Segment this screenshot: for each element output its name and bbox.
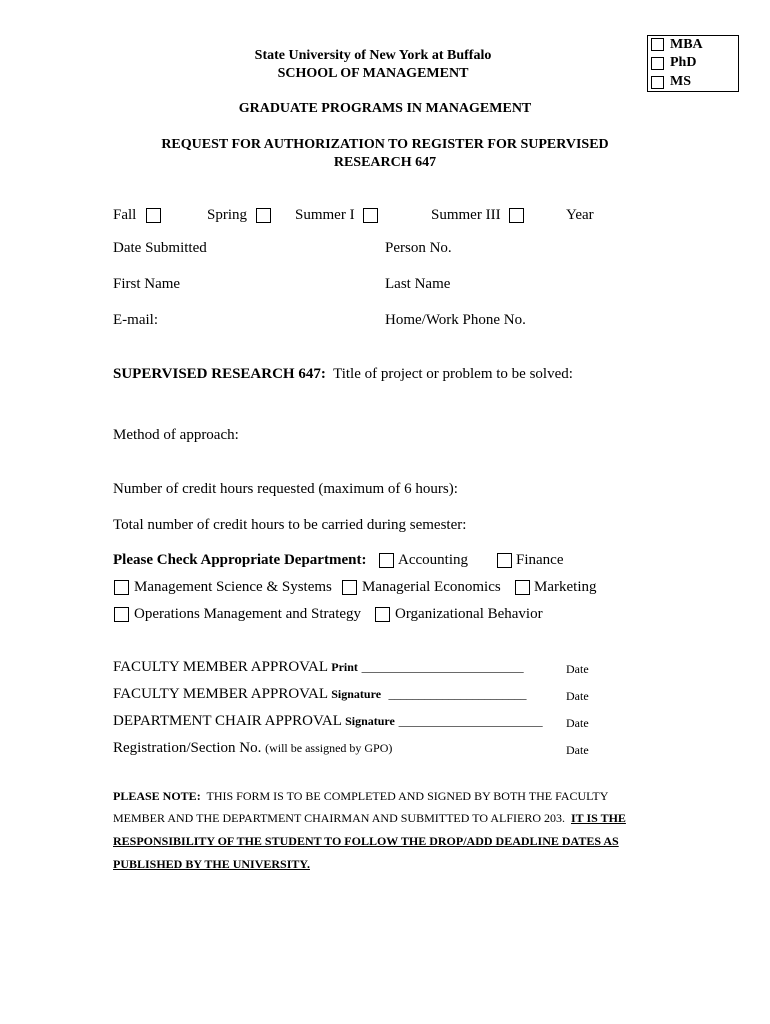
person-no-label: Person No. bbox=[385, 240, 452, 256]
label-phd: PhD bbox=[670, 55, 697, 70]
email-label: E-mail: bbox=[113, 312, 158, 328]
university-name: State University of New York at Buffalo bbox=[254, 48, 492, 63]
note-emph1: IT IS THE bbox=[571, 811, 626, 825]
note-text2: MEMBER AND THE DEPARTMENT CHAIRMAN AND SUBMITTED TO ALFIERO 203. bbox=[113, 811, 565, 825]
dept-operations-checkbox[interactable] bbox=[114, 607, 129, 622]
form-title-line1: REQUEST FOR AUTHORIZATION TO REGISTER FOR SUPERVISED bbox=[161, 137, 609, 152]
signature-word: Signature bbox=[331, 687, 382, 701]
term-summer1-label: Summer I bbox=[295, 207, 355, 223]
registration-row bbox=[113, 740, 392, 757]
dept-mss-label: Management Science & Systems bbox=[134, 579, 332, 595]
note-prefix: PLEASE NOTE: bbox=[113, 789, 201, 803]
total-hours-label: Total number of credit hours to be carried during semester: bbox=[113, 517, 467, 533]
faculty-print-label: FACULTY MEMBER APPROVAL bbox=[113, 659, 328, 675]
term-summer3-checkbox[interactable] bbox=[509, 208, 524, 223]
dept-mss-checkbox[interactable] bbox=[114, 580, 129, 595]
date-label-1: Date bbox=[566, 662, 589, 676]
form-title-line2: RESEARCH 647 bbox=[333, 155, 437, 170]
signature-word-2: Signature bbox=[345, 714, 395, 728]
dept-orgbehavior-label: Organizational Behavior bbox=[395, 606, 543, 622]
label-ms: MS bbox=[670, 74, 691, 89]
dept-marketing-label: Marketing bbox=[534, 579, 597, 595]
date-label-2: Date bbox=[566, 689, 589, 703]
signature-line-1[interactable]: _______________________ bbox=[388, 687, 527, 701]
term-summer3-label: Summer III bbox=[431, 207, 501, 223]
research-heading: SUPERVISED RESEARCH 647: bbox=[113, 366, 326, 382]
registration-label: Registration/Section No. bbox=[113, 740, 262, 756]
term-summer1-checkbox[interactable] bbox=[363, 208, 378, 223]
dept-accounting-label: Accounting bbox=[398, 552, 468, 568]
note-line1 bbox=[113, 789, 608, 804]
dept-econ-label: Managerial Economics bbox=[362, 579, 501, 595]
note-line2 bbox=[113, 811, 626, 826]
credit-hours-label: Number of credit hours requested (maximum of 6 hours): bbox=[113, 481, 458, 497]
dept-finance-label: Finance bbox=[516, 552, 564, 568]
term-year-label: Year bbox=[566, 207, 594, 223]
note-emph3: PUBLISHED BY THE UNIVERSITY. bbox=[113, 857, 310, 871]
method-label: Method of approach: bbox=[113, 427, 239, 443]
date-submitted-label: Date Submitted bbox=[113, 240, 207, 256]
dept-accounting-checkbox[interactable] bbox=[379, 553, 394, 568]
dept-operations-label: Operations Management and Strategy bbox=[134, 606, 362, 622]
note-emph2: RESPONSIBILITY OF THE STUDENT TO FOLLOW THE DROP/ADD DEADLINE DATES AS bbox=[113, 834, 619, 848]
label-mba: MBA bbox=[670, 37, 703, 52]
term-spring-checkbox[interactable] bbox=[256, 208, 271, 223]
department-heading: Please Check Appropriate Department: bbox=[113, 552, 367, 568]
note-text1: THIS FORM IS TO BE COMPLETED AND SIGNED BY BOTH THE FACULTY bbox=[206, 789, 609, 803]
faculty-sig-row bbox=[113, 686, 527, 703]
registration-note: (will be assigned by GPO) bbox=[265, 741, 393, 755]
chair-approval-label: DEPARTMENT CHAIR APPROVAL bbox=[113, 713, 342, 729]
phone-label: Home/Work Phone No. bbox=[385, 312, 526, 328]
faculty-sig-label: FACULTY MEMBER APPROVAL bbox=[113, 686, 328, 702]
last-name-label: Last Name bbox=[385, 276, 451, 292]
chair-approval-row bbox=[113, 713, 543, 730]
first-name-label: First Name bbox=[113, 276, 181, 292]
print-line[interactable]: ___________________________ bbox=[361, 660, 524, 674]
research-title-row bbox=[113, 366, 573, 383]
term-fall-label: Fall bbox=[113, 207, 137, 223]
print-word: Print bbox=[331, 660, 358, 674]
research-title-prompt: Title of project or problem to be solved: bbox=[333, 366, 573, 382]
date-label-3: Date bbox=[566, 716, 589, 730]
faculty-print-row bbox=[113, 659, 524, 676]
dept-orgbehavior-checkbox[interactable] bbox=[375, 607, 390, 622]
term-spring-label: Spring bbox=[207, 207, 248, 223]
school-name: SCHOOL OF MANAGEMENT bbox=[277, 66, 469, 81]
dept-marketing-checkbox[interactable] bbox=[515, 580, 530, 595]
date-label-4: Date bbox=[566, 743, 589, 757]
term-fall-checkbox[interactable] bbox=[146, 208, 161, 223]
dept-econ-checkbox[interactable] bbox=[342, 580, 357, 595]
program-heading: GRADUATE PROGRAMS IN MANAGEMENT bbox=[238, 101, 532, 116]
signature-line-2[interactable]: ________________________ bbox=[398, 714, 543, 728]
dept-finance-checkbox[interactable] bbox=[497, 553, 512, 568]
